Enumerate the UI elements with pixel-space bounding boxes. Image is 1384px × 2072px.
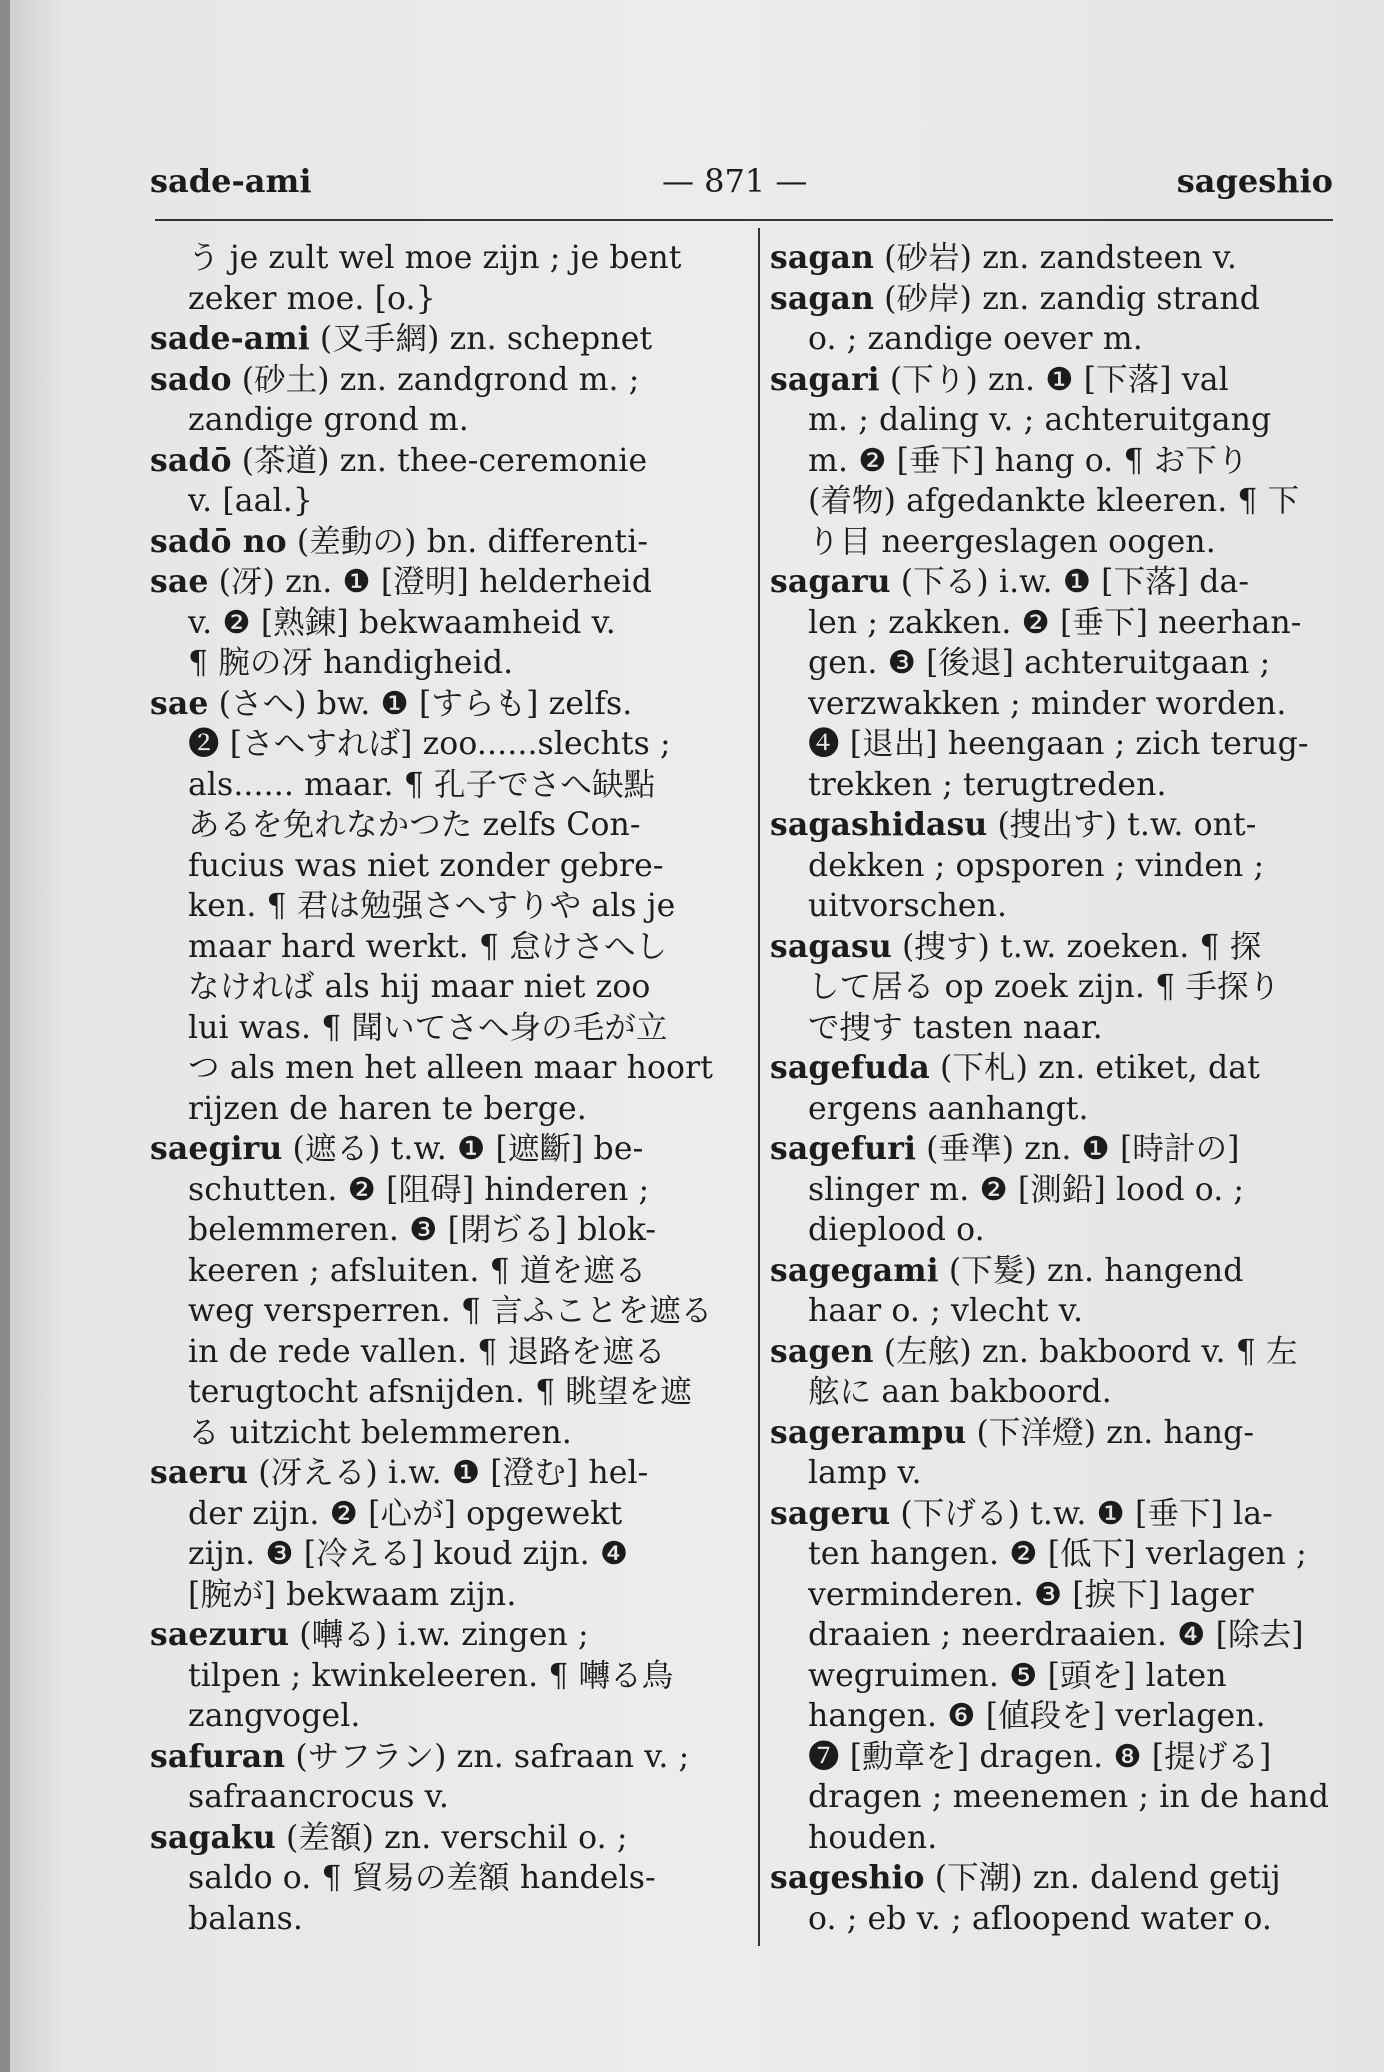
entry-text: o. ; eb v. ; afloopend water o.: [808, 1900, 1272, 1937]
entry-continuation-line: [770, 1777, 1343, 1818]
entry-continuation-line: [770, 1818, 1343, 1859]
entry-continuation-line: [770, 1899, 1343, 1940]
entry-continuation-line: [770, 886, 1343, 927]
entry-continuation-line: [770, 724, 1343, 765]
entry-continuation-line: [150, 238, 735, 279]
entry-text: houden.: [808, 1819, 938, 1856]
entry-text: (下洋燈) zn. hang-: [966, 1414, 1255, 1451]
entry-continuation-line: [770, 846, 1343, 887]
entry-text: (砂岸) zn. zandig strand: [873, 280, 1260, 317]
entry-continuation-line: [150, 400, 735, 441]
entry-text: v. [aal.}: [188, 483, 313, 519]
entry-text: 舷に aan bakboord.: [808, 1374, 1112, 1410]
headword: sagefuda: [770, 1049, 930, 1086]
entry-text: o. ; zandige oever m.: [808, 321, 1143, 357]
entry-continuation-line: [770, 1210, 1343, 1251]
entry-continuation-line: [770, 1656, 1343, 1697]
entry-text: in de rede vallen. ¶ 退路を遮る: [188, 1333, 666, 1370]
entry-text: rijzen de haren te berge.: [188, 1090, 587, 1127]
entry-text: fucius was niet zonder gebre-: [188, 847, 664, 884]
entry-text: (冴) zn. ❶ [澄明] helderheid: [208, 564, 652, 600]
entry-headword-line: [770, 1858, 1343, 1899]
headword: sagegami: [770, 1251, 939, 1289]
headword: sagasu: [770, 927, 892, 965]
entry-text: (サフラン) zn. safraan v. ;: [285, 1738, 690, 1775]
entry-continuation-line: [770, 1615, 1343, 1656]
headword: sagashidasu: [770, 806, 988, 843]
entry-headword-line: [150, 1615, 735, 1656]
entry-continuation-line: [150, 1008, 735, 1049]
header-rule: [155, 219, 1333, 221]
entry-continuation-line: [150, 1251, 735, 1292]
entry-continuation-line: [150, 724, 735, 765]
headword: sagari: [770, 360, 880, 398]
entry-text: dekken ; opsporen ; vinden ;: [808, 847, 1265, 884]
entry-text: (下げる) t.w. ❶ [垂下] la-: [890, 1495, 1273, 1532]
entry-continuation-line: [150, 1696, 735, 1737]
entry-text: (遮る) t.w. ❶ [遮斷] be-: [282, 1131, 644, 1167]
right-column: [770, 238, 1343, 1939]
headword: sagaku: [150, 1818, 276, 1856]
left-column: [150, 238, 735, 1939]
entry-continuation-line: [770, 1291, 1343, 1332]
headword: sageru: [770, 1494, 891, 1532]
entry-headword-line: [770, 562, 1343, 603]
entry-text: draaien ; neerdraaien. ❹ [除去]: [808, 1617, 1304, 1653]
entry-headword-line: [770, 238, 1343, 279]
entry-text: wegruimen. ❺ [頭を] laten: [808, 1657, 1227, 1694]
entry-text: trekken ; terugtreden.: [808, 766, 1167, 803]
entry-continuation-line: [770, 1170, 1343, 1211]
entry-continuation-line: [150, 1858, 735, 1899]
entry-continuation-line: [770, 603, 1343, 644]
entry-text: う je zult wel moe zijn ; je bent: [188, 240, 682, 276]
entry-headword-line: [150, 1453, 735, 1494]
entry-continuation-line: [150, 1575, 735, 1616]
entry-text: schutten. ❷ [阻碍] hinderen ;: [188, 1171, 650, 1208]
entry-continuation-line: [770, 1575, 1343, 1616]
entry-text: zandige grond m.: [188, 402, 469, 438]
entry-headword-line: [770, 1332, 1343, 1373]
entry-text: ❷ [さへすれば] zoo......slechts ;: [188, 726, 671, 762]
entry-headword-line: [150, 319, 735, 360]
entry-continuation-line: [150, 1170, 735, 1211]
entry-continuation-line: [150, 1899, 735, 1940]
entry-text: gen. ❸ [後退] achteruitgaan ;: [808, 645, 1271, 681]
entry-text: als...... maar. ¶ 孔子でさへ缺點: [188, 766, 656, 803]
entry-text: dieplood o.: [808, 1212, 985, 1248]
entry-text: dragen ; meenemen ; in de hand: [808, 1779, 1329, 1815]
entry-text: lui was. ¶ 聞いてさへ身の毛が立: [188, 1009, 668, 1046]
entry-headword-line: [150, 522, 735, 563]
entry-text: zangvogel.: [188, 1698, 361, 1734]
entry-continuation-line: [150, 481, 735, 522]
column-divider: [758, 228, 760, 1946]
headword: sado: [150, 360, 232, 398]
entry-continuation-line: [770, 1089, 1343, 1130]
entry-continuation-line: [150, 1210, 735, 1251]
entry-continuation-line: [770, 967, 1343, 1008]
entry-text: belemmeren. ❸ [閉ぢる] blok-: [188, 1212, 657, 1248]
entry-continuation-line: [150, 1332, 735, 1373]
entry-continuation-line: [150, 967, 735, 1008]
entry-headword-line: [770, 360, 1343, 401]
entry-headword-line: [150, 441, 735, 482]
entry-continuation-line: [150, 1291, 735, 1332]
entry-text: zeker moe. [o.}: [188, 280, 436, 317]
entry-text: あるを免れなかつた zelfs Con-: [188, 807, 641, 843]
entry-text: lamp v.: [808, 1455, 922, 1491]
entry-headword-line: [770, 805, 1343, 846]
entry-text: keeren ; afsluiten. ¶ 道を遮る: [188, 1252, 647, 1289]
entry-text: る uitzicht belemmeren.: [188, 1414, 572, 1451]
entry-text: zijn. ❸ [冷える] koud zijn. ❹: [188, 1536, 629, 1572]
entry-text: (下髮) zn. hangend: [938, 1252, 1244, 1289]
entry-text: saldo o. ¶ 貿易の差額 handels-: [188, 1860, 656, 1896]
headword: sade-ami: [150, 320, 310, 357]
entry-text: maar hard werkt. ¶ 怠けさへし: [188, 928, 668, 965]
headword: saezuru: [150, 1616, 290, 1653]
entry-headword-line: [150, 1129, 735, 1170]
entry-continuation-line: [150, 643, 735, 684]
page-number: — 871 —: [662, 162, 808, 200]
headword: sagaru: [770, 563, 891, 600]
entry-headword-line: [150, 1818, 735, 1859]
entry-headword-line: [150, 684, 735, 725]
entry-text: ¶ 腕の冴 handigheid.: [188, 645, 514, 681]
entry-text: (垂準) zn. ❶ [時計の]: [916, 1131, 1240, 1167]
entry-continuation-line: [770, 1008, 1343, 1049]
entry-continuation-line: [150, 1048, 735, 1089]
headword: sagan: [770, 279, 874, 317]
headword: sagen: [770, 1332, 874, 1370]
headword: saegiru: [150, 1130, 283, 1167]
entry-headword-line: [150, 360, 735, 401]
entry-headword-line: [770, 1048, 1343, 1089]
entry-continuation-line: [770, 481, 1343, 522]
entry-text: (捜出す) t.w. ont-: [987, 807, 1257, 843]
entry-continuation-line: [150, 1656, 735, 1697]
entry-text: terugtocht afsnijden. ¶ 眺望を遮: [188, 1374, 692, 1410]
entry-text: (左舷) zn. bakboord v. ¶ 左: [873, 1333, 1298, 1370]
headword: sagefuri: [770, 1130, 917, 1167]
entry-headword-line: [770, 1413, 1343, 1454]
entry-text: ten hangen. ❷ [低下] verlagen ;: [808, 1536, 1307, 1572]
dictionary-page: [10, 0, 1384, 2072]
entry-continuation-line: [770, 319, 1343, 360]
entry-continuation-line: [770, 684, 1343, 725]
entry-continuation-line: [770, 1696, 1343, 1737]
entry-continuation-line: [150, 1089, 735, 1130]
entry-headword-line: [770, 1251, 1343, 1292]
headword: sadō: [150, 441, 232, 479]
entry-continuation-line: [770, 765, 1343, 806]
entry-text: m. ; daling v. ; achteruitgang: [808, 402, 1272, 438]
entry-continuation-line: [150, 1413, 735, 1454]
entry-continuation-line: [770, 1453, 1343, 1494]
entry-headword-line: [150, 1737, 735, 1778]
entry-text: weg versperren. ¶ 言ふことを遮る: [188, 1293, 713, 1329]
entry-text: (捜す) t.w. zoeken. ¶ 探: [891, 928, 1262, 965]
entry-text: (砂岩) zn. zandsteen v.: [873, 240, 1238, 276]
entry-continuation-line: [150, 927, 735, 968]
entry-text: tilpen ; kwinkeleeren. ¶ 囀る鳥: [188, 1657, 674, 1694]
entry-text: v. ❷ [熟錬] bekwaamheid v.: [188, 604, 616, 641]
entry-continuation-line: [150, 603, 735, 644]
entry-continuation-line: [770, 1737, 1343, 1778]
entry-text: (さへ) bw. ❶ [すらも] zelfs.: [208, 685, 633, 722]
entry-text: (下り) zn. ❶ [下落] val: [879, 361, 1229, 398]
entry-text: verminderen. ❸ [捩下] lager: [808, 1576, 1254, 1613]
entry-text: verzwakken ; minder worden.: [808, 685, 1287, 722]
entry-text: (囀る) i.w. zingen ;: [289, 1617, 589, 1653]
entry-text: (差額) zn. verschil o. ;: [275, 1819, 628, 1856]
entry-continuation-line: [150, 846, 735, 887]
page-header: [150, 152, 1333, 212]
entry-continuation-line: [150, 279, 735, 320]
entry-text: して居る op zoek zijn. ¶ 手探り: [808, 969, 1281, 1005]
headword: sagan: [770, 239, 874, 276]
entry-text: safraancrocus v.: [188, 1779, 449, 1815]
header-last-entry: sageshio: [1176, 162, 1333, 200]
headword: sae: [150, 684, 209, 722]
entry-text: (砂土) zn. zandgrond m. ;: [231, 361, 640, 398]
entry-text: (冴える) i.w. ❶ [澄む] hel-: [248, 1455, 649, 1491]
headword: safuran: [150, 1737, 286, 1775]
entry-headword-line: [770, 1494, 1343, 1535]
entry-text: り目 neergeslagen oogen.: [808, 523, 1216, 560]
entry-text: (茶道) zn. thee-ceremonie: [231, 442, 648, 479]
entry-continuation-line: [150, 1494, 735, 1535]
entry-text: (着物) afgedankte kleeren. ¶ 下: [808, 483, 1300, 519]
entry-continuation-line: [770, 1372, 1343, 1413]
entry-text: [腕が] bekwaam zijn.: [188, 1576, 517, 1613]
entry-text: ken. ¶ 君は勉强さへすりや als je: [188, 888, 676, 924]
entry-headword-line: [770, 1129, 1343, 1170]
entry-continuation-line: [770, 643, 1343, 684]
entry-text: なければ als hij maar niet zoo: [188, 969, 651, 1005]
entry-continuation-line: [150, 805, 735, 846]
entry-continuation-line: [770, 441, 1343, 482]
headword: sagerampu: [770, 1413, 967, 1451]
entry-text: ergens aanhangt.: [808, 1090, 1089, 1127]
entry-text: len ; zakken. ❷ [垂下] neerhan-: [808, 604, 1302, 641]
headword: sageshio: [770, 1859, 925, 1896]
entry-text: で捜す tasten naar.: [808, 1009, 1103, 1046]
entry-text: haar o. ; vlecht v.: [808, 1293, 1084, 1329]
entry-text: (下る) i.w. ❶ [下落] da-: [890, 564, 1250, 600]
entry-text: uitvorschen.: [808, 888, 1008, 924]
entry-continuation-line: [150, 1777, 735, 1818]
entry-headword-line: [770, 279, 1343, 320]
entry-text: (下札) zn. etiket, dat: [929, 1050, 1260, 1086]
entry-headword-line: [150, 562, 735, 603]
entry-continuation-line: [770, 1534, 1343, 1575]
headword: sae: [150, 563, 209, 600]
entry-text: (下潮) zn. dalend getij: [924, 1860, 1281, 1896]
entry-text: (叉手網) zn. schepnet: [309, 321, 653, 357]
entry-continuation-line: [150, 886, 735, 927]
entry-continuation-line: [770, 400, 1343, 441]
entry-text: der zijn. ❷ [心が] opgewekt: [188, 1495, 623, 1532]
entry-text: ❼ [勳章を] dragen. ❽ [提げる]: [808, 1738, 1272, 1775]
entry-headword-line: [770, 927, 1343, 968]
header-first-entry: sade-ami: [150, 162, 312, 200]
entry-text: hangen. ❻ [値段を] verlagen.: [808, 1698, 1266, 1734]
entry-text: ❹ [退出] heengaan ; zich terug-: [808, 726, 1309, 762]
entry-continuation-line: [150, 765, 735, 806]
entry-text: balans.: [188, 1900, 303, 1937]
entry-text: つ als men het alleen maar hoort: [188, 1050, 714, 1086]
entry-continuation-line: [150, 1372, 735, 1413]
entry-continuation-line: [770, 522, 1343, 563]
headword: saeru: [150, 1454, 249, 1491]
entry-text: (差動の) bn. differenti-: [286, 523, 649, 560]
headword: sadō no: [150, 522, 287, 560]
entry-text: slinger m. ❷ [測鉛] lood o. ;: [808, 1171, 1245, 1208]
entry-continuation-line: [150, 1534, 735, 1575]
entry-text: m. ❷ [垂下] hang o. ¶ お下り: [808, 442, 1249, 479]
